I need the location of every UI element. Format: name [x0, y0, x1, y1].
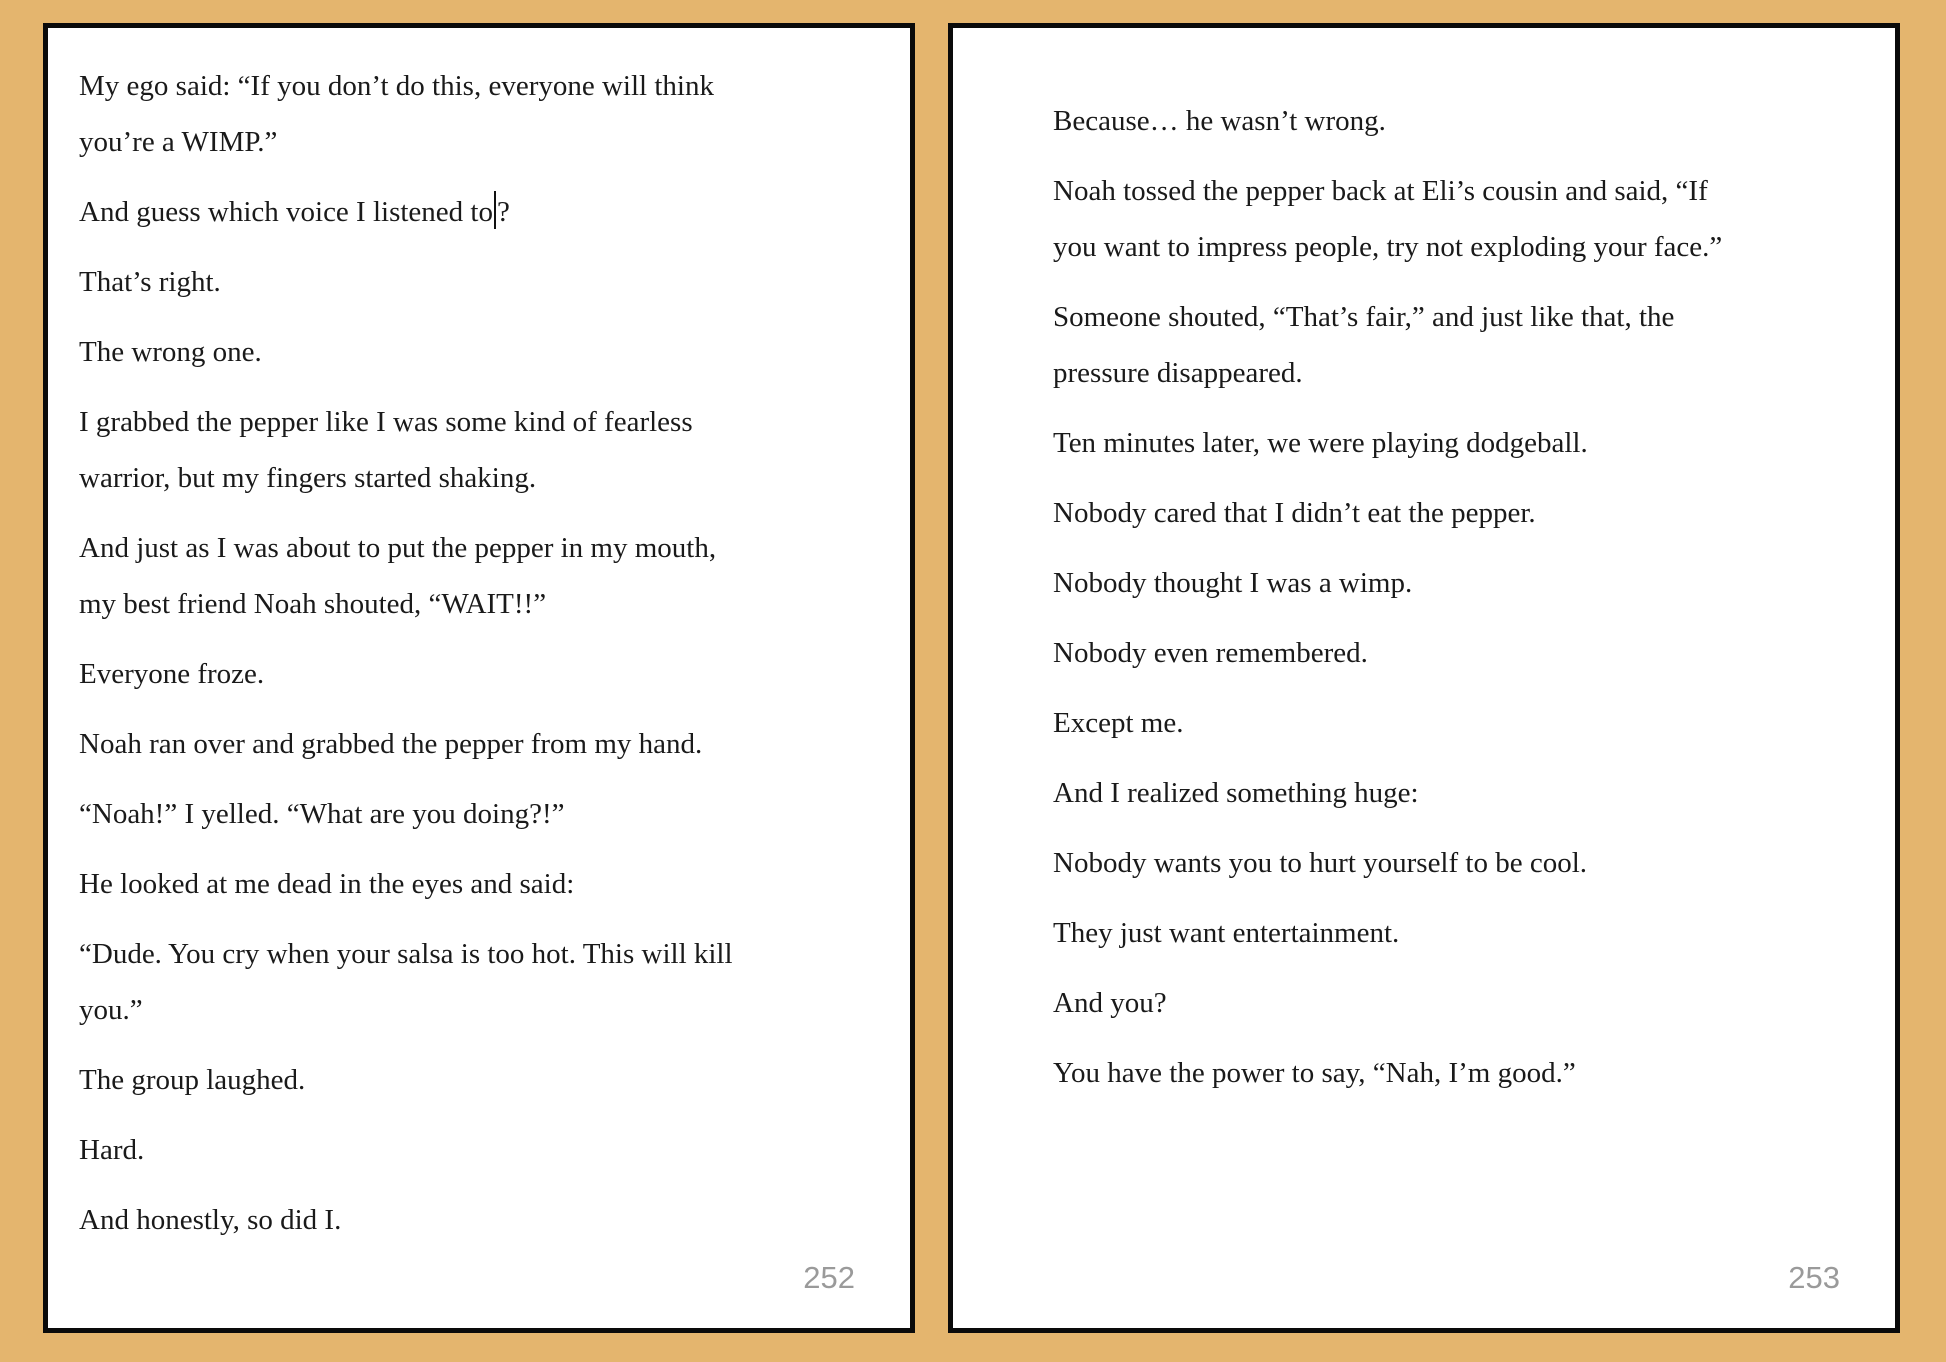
paragraph[interactable]: Nobody thought I was a wimp. — [1053, 567, 1413, 599]
page-right — [948, 23, 1900, 1333]
paragraph[interactable]: That’s right. — [79, 266, 221, 298]
paragraph[interactable]: Everyone froze. — [79, 658, 265, 690]
paragraph[interactable]: And just as I was about to put the pepper in my mouth, my best friend Noah shouted, “WAIT!!” — [79, 532, 717, 620]
paragraph[interactable]: The wrong one. — [79, 336, 262, 368]
page-right-number: 253 — [1788, 1260, 1840, 1295]
paragraph[interactable]: My ego said: “If you don’t do this, everyone will think you’re a WIMP.” — [79, 70, 714, 158]
paragraph[interactable]: And I realized something huge: — [1053, 777, 1419, 809]
paragraph[interactable]: Someone shouted, “That’s fair,” and just like that, the pressure disappeared. — [1053, 301, 1675, 389]
page-left-number: 252 — [803, 1260, 855, 1295]
paragraph[interactable]: They just want entertainment. — [1053, 917, 1400, 949]
paragraph[interactable]: He looked at me dead in the eyes and said: — [79, 868, 575, 900]
paragraph[interactable]: I grabbed the pepper like I was some kind of fearless warrior, but my fingers started shaking. — [79, 406, 693, 494]
page-left-text-area[interactable] — [48, 28, 910, 1328]
paragraph[interactable]: And you? — [1053, 987, 1167, 1019]
paragraph[interactable]: Because… he wasn’t wrong. — [1053, 105, 1386, 137]
paragraph[interactable]: Nobody even remembered. — [1053, 637, 1368, 669]
paragraph[interactable]: Nobody cared that I didn’t eat the pepper. — [1053, 497, 1536, 529]
paragraph[interactable]: “Noah!” I yelled. “What are you doing?!” — [79, 798, 565, 830]
paragraph[interactable]: And honestly, so did I. — [79, 1204, 342, 1236]
page-left — [43, 23, 915, 1333]
paragraph[interactable]: And guess which voice I listened to ? — [79, 184, 842, 240]
paragraph[interactable]: “Dude. You cry when your salsa is too hot. This will kill you.” — [79, 938, 733, 1026]
paragraph[interactable]: Noah ran over and grabbed the pepper from my hand. — [79, 728, 703, 760]
text-cursor-caret — [494, 191, 496, 229]
paragraph[interactable]: Nobody wants you to hurt yourself to be cool. — [1053, 847, 1588, 879]
paragraph[interactable]: Noah tossed the pepper back at Eli’s cousin and said, “If you want to impress people, try not exploding your face.” — [1053, 175, 1723, 263]
paragraph[interactable]: Except me. — [1053, 707, 1184, 739]
page-right-text-area[interactable] — [953, 28, 1895, 1328]
paragraph[interactable]: Hard. — [79, 1134, 145, 1166]
paragraph[interactable]: Ten minutes later, we were playing dodgeball. — [1053, 427, 1588, 459]
paragraph[interactable]: The group laughed. — [79, 1064, 306, 1096]
paragraph[interactable]: You have the power to say, “Nah, I’m good.” — [1053, 1057, 1576, 1089]
